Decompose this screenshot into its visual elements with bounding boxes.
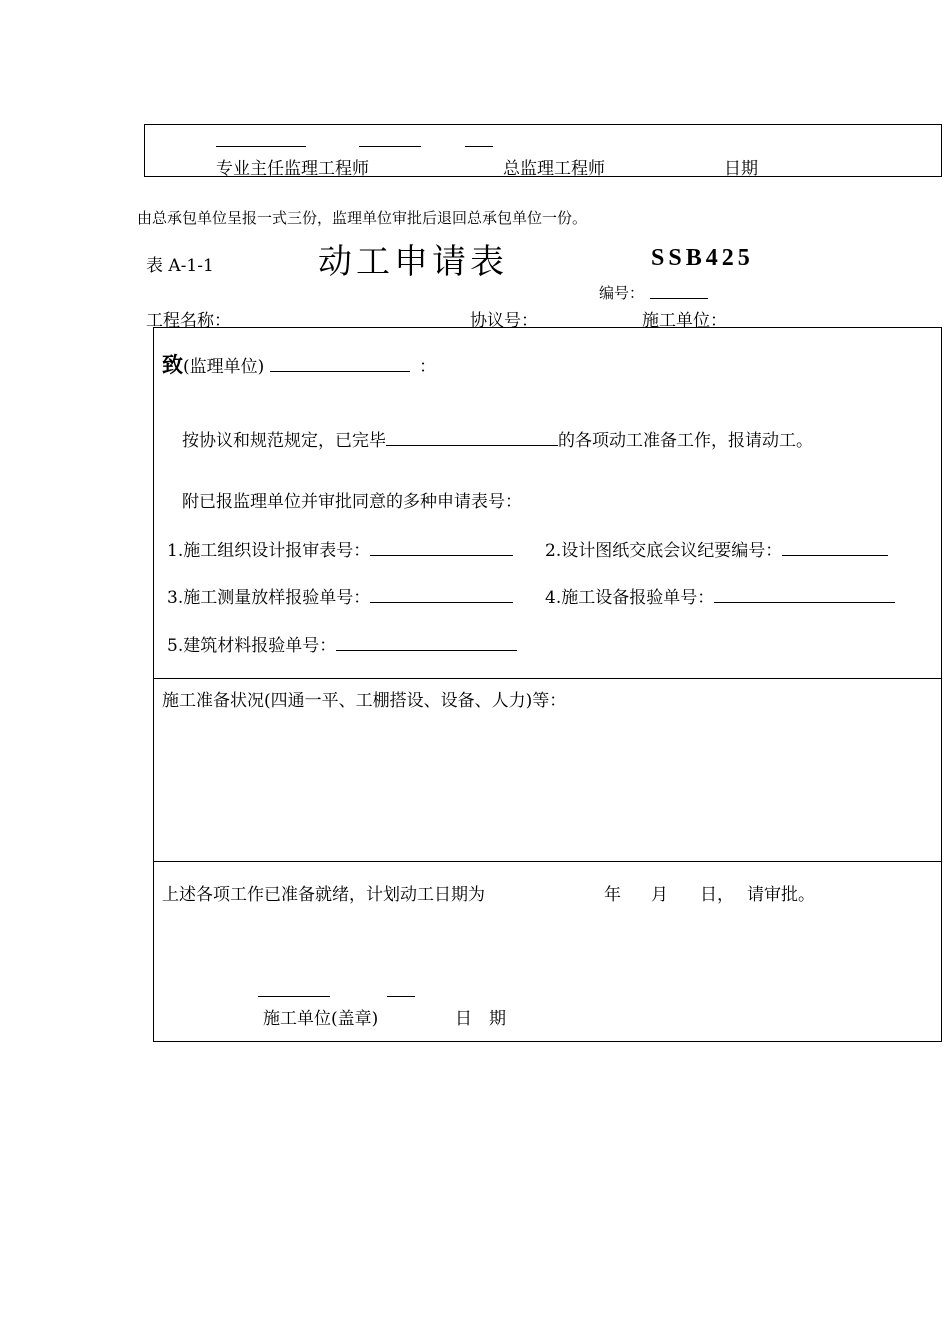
item-1-field[interactable] xyxy=(370,537,513,556)
item-5-label: 5.建筑材料报验单号： xyxy=(167,636,337,656)
general-engineer-signature-line xyxy=(359,146,421,147)
item-3 xyxy=(167,583,513,608)
completion-statement xyxy=(182,426,813,451)
addressee-label: (监理单位) xyxy=(183,357,265,377)
form-code: SSB425 xyxy=(651,245,754,271)
request-approval-label: 请审批。 xyxy=(747,885,815,905)
month-label: 月 xyxy=(651,885,668,905)
chief-engineer-signature-line xyxy=(216,146,306,147)
number-field-line xyxy=(650,298,708,299)
item-2-field[interactable] xyxy=(782,537,888,556)
number-label: 编号： xyxy=(599,284,645,302)
item-1-label: 1.施工组织设计报审表号： xyxy=(167,541,371,561)
completion-field[interactable] xyxy=(386,427,558,446)
date-signature-line-bottom xyxy=(387,996,415,997)
table-id: 表 A-1-1 xyxy=(146,256,214,276)
date-label: 日期 xyxy=(724,159,758,179)
item-1 xyxy=(167,536,513,561)
supervision-unit-field[interactable] xyxy=(270,353,410,372)
section-divider-1 xyxy=(153,678,942,679)
completion-suffix: 的各项动工准备工作，报请动工。 xyxy=(558,431,813,451)
contractor-seal-label: 施工单位(盖章) xyxy=(263,1009,379,1029)
item-2-label: 2.设计图纸交底会议纪要编号： xyxy=(545,541,783,561)
item-2 xyxy=(545,536,888,561)
general-engineer-label: 总监理工程师 xyxy=(503,159,605,179)
submission-note: 由总承包单位呈报一式三份，监理单位审批后退回总承包单位一份。 xyxy=(137,209,588,227)
item-5-field[interactable] xyxy=(336,632,517,651)
year-label: 年 xyxy=(604,885,621,905)
item-4 xyxy=(545,583,895,608)
addressee-line xyxy=(162,349,436,379)
day-label: 日， xyxy=(700,885,734,905)
planned-start-sentence: 上述各项工作已准备就绪，计划动工日期为 xyxy=(162,885,485,905)
item-4-field[interactable] xyxy=(714,584,895,603)
agreement-no-label: 协议号： xyxy=(470,311,538,331)
item-3-field[interactable] xyxy=(370,584,513,603)
item-5 xyxy=(167,631,517,656)
contractor-signature-line xyxy=(258,996,330,997)
preparation-status-label: 施工准备状况(四通一平、工棚搭设、设备、人力)等： xyxy=(162,691,567,711)
page-title: 动工申请表 xyxy=(318,242,508,282)
completion-prefix: 按协议和规范规定，已完毕 xyxy=(182,431,386,451)
contractor-label: 施工单位： xyxy=(642,311,727,331)
project-name-label: 工程名称： xyxy=(146,311,231,331)
signature-date-label: 日 期 xyxy=(455,1009,506,1029)
date-signature-line xyxy=(465,146,493,147)
addressee-to-char: 致 xyxy=(162,352,183,377)
item-4-label: 4.施工设备报验单号： xyxy=(545,588,715,608)
item-3-label: 3.施工测量放样报验单号： xyxy=(167,588,371,608)
addressee-colon: ： xyxy=(419,357,437,377)
chief-engineer-label: 专业主任监理工程师 xyxy=(216,159,369,179)
attachment-line: 附已报监理单位并审批同意的多种申请表号： xyxy=(182,492,522,512)
section-divider-2 xyxy=(153,861,942,862)
